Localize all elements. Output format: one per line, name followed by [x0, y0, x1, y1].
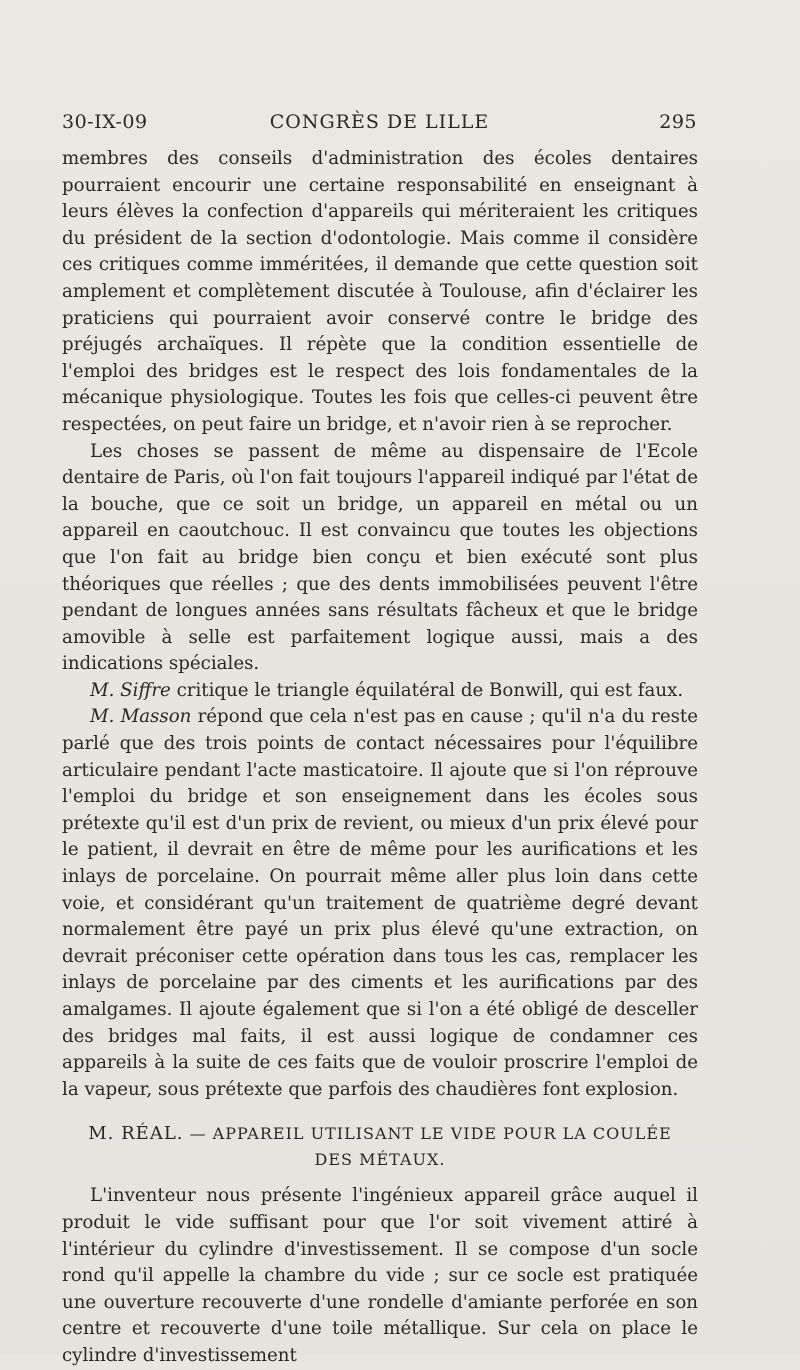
- paragraph-1: membres des conseils d'administration des écoles dentaires pourraient encourir une certaine responsabilité en enseignant à leurs élèves la confection d'appareils qui mériteraient les critiques du président de la section d'odontologie. Mais comme il considère ces critiques comme imméritées, il demande que cette question soit amplement et complètement discutée à Toulouse, afin d'éclairer les praticiens qui pourraient avoir conservé contre le bridge des préjugés archaïques. Il répète que la condition essentielle de l'emploi des bridges est le respect des lois fondamentales de la mécanique physiologique. Toutes les fois que celles-ci peuvent être respectées, on peut faire un bridge, et n'avoir rien à se reprocher.: [62, 148, 698, 435]
- paragraph-4: [62, 704, 698, 1103]
- paragraph-3-text: critique le triangle équilatéral de Bonwill, qui est faux.: [170, 679, 684, 701]
- section-heading: [62, 1121, 698, 1173]
- heading-separator: —: [183, 1124, 213, 1144]
- paragraph-2: Les choses se passent de même au dispensaire de l'Ecole dentaire de Paris, où l'on fait toujours l'appareil indiqué par l'état de la bouche, que ce soit un bridge, un appareil en métal ou un appareil en caoutchouc. Il est convaincu que toutes les objections que l'on fait au bridge bien conçu et bien exécuté sont plus théoriques que réelles ; que des dents immobilisées peuvent l'être pendant de longues années sans résultats fâcheux et que le bridge amovible à selle est parfaitement logique aussi, mais a des indications spéciales.: [62, 440, 698, 675]
- running-header: [62, 111, 697, 141]
- heading-name: M. RÉAL.: [88, 1123, 184, 1145]
- speaker-masson: M. Masson: [90, 706, 192, 728]
- paragraph-3: [62, 678, 698, 705]
- heading-title: APPAREIL UTILISANT LE VIDE POUR LA COULÉE DES MÉTAUX.: [212, 1124, 672, 1170]
- paragraph-5: L'inventeur nous présente l'ingénieux appareil grâce auquel il produit le vide suffisant pour que l'or soit vivement attiré à l'intérieur du cylindre d'investissement. Il se compose d'un socle rond qu'il appelle la chambre du vide ; sur ce socle est pratiquée une ouverture recouverte d'une rondelle d'amiante perforée en son centre et recouverte d'une toile métallique. Sur cela on place le cylindre d'investissement: [62, 1185, 698, 1366]
- speaker-siffre: M. Siffre: [90, 679, 171, 701]
- paragraph-4-text: répond que cela n'est pas en cause ; qu'il n'a du reste parlé que des trois points de contact nécessaires pour l'équilibre articulaire pendant l'acte masticatoire. Il ajoute que si l'on réprouve l'emploi du bridge et son enseignement dans les écoles sous prétexte qu'il est d'un prix de revient, ou mieux d'un prix élevé pour le patient, il devrait en être de même pour les aurifications et les inlays de porcelaine. On pourrait même aller plus loin dans cette voie, et considérant qu'un traitement de quatrième degré devant normalement être payé un prix plus élevé qu'une extraction, on devrait préconiser cette opération dans tous les cas, remplacer les inlays de porcelaine par des ciments et les aurifications par des amalgames. Il ajoute également que si l'on a été obligé de desceller des bridges mal faits, il est aussi logique de condamner ces appareils à la suite de ces faits que de vouloir proscrire l'emploi de la vapeur, sous prétexte que parfois des chaudières font explosion.: [62, 706, 698, 1100]
- page-number: 295: [659, 111, 697, 133]
- header-title: CONGRÈS DE LILLE: [269, 111, 490, 133]
- header-date: 30-IX-09: [62, 111, 148, 133]
- body-text: [62, 146, 698, 1370]
